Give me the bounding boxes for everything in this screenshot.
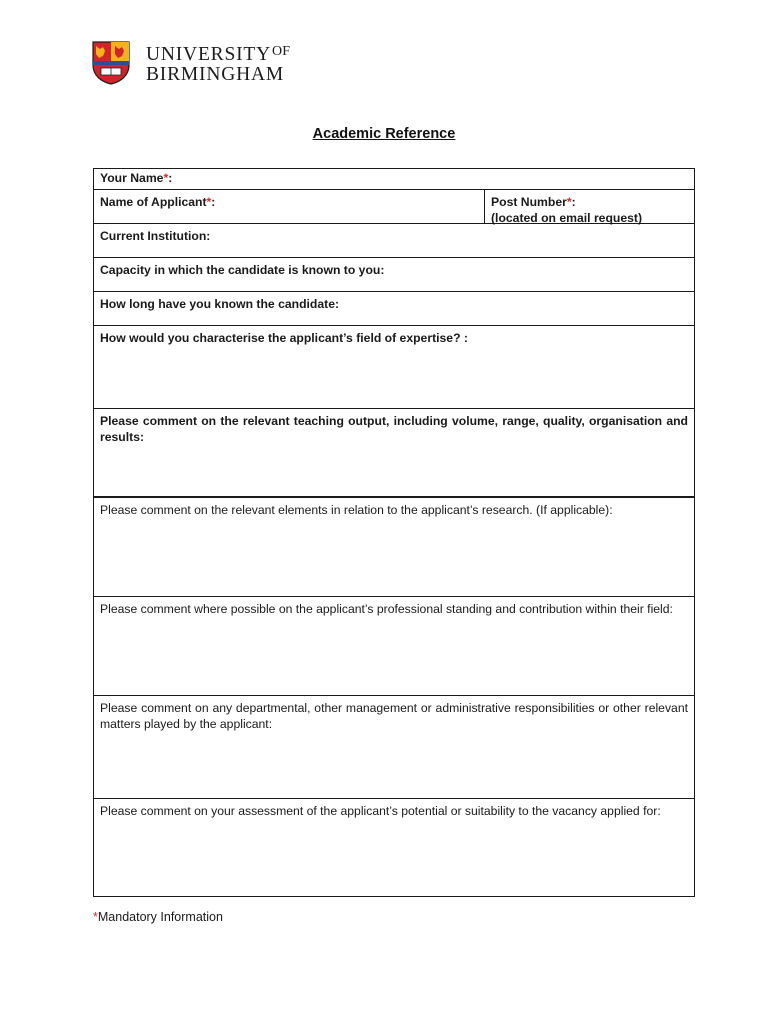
potential-field[interactable] <box>94 798 694 896</box>
reference-form <box>93 168 695 897</box>
logo-university-text: UNIVERSITY <box>146 43 271 65</box>
your-name-field[interactable]: Your Name*: <box>100 171 173 185</box>
research-label: Please comment on the relevant elements in relation to the applicant’s research. (If applicable): <box>100 503 613 517</box>
your-name-label: Your Name <box>100 171 164 185</box>
teaching-output-label: Please comment on the relevant teaching output, including volume, range, quality, organisation and results: <box>100 414 688 444</box>
logo-birmingham-text: BIRMINGHAM <box>146 63 285 85</box>
applicant-name-field[interactable]: Name of Applicant*: <box>94 190 485 223</box>
teaching-output-field[interactable] <box>94 408 694 496</box>
current-institution-field[interactable] <box>94 223 694 257</box>
field-of-expertise-label: How would you characterise the applicant’s field of expertise? : <box>100 331 468 345</box>
logo-of-text: OF <box>272 43 291 59</box>
potential-label: Please comment on your assessment of the applicant’s potential or suitability to the vacancy applied for: <box>100 804 661 818</box>
university-crest-icon <box>92 41 130 85</box>
capacity-field[interactable] <box>94 257 694 291</box>
professional-standing-label: Please comment where possible on the applicant’s professional standing and contribution within their field: <box>100 602 673 616</box>
university-logo <box>92 40 290 86</box>
required-marker: * <box>93 910 98 924</box>
capacity-label: Capacity in which the candidate is known to you: <box>100 263 385 277</box>
applicant-post-row <box>94 189 694 223</box>
responsibilities-label: Please comment on any departmental, other management or administrative responsibilities or other relevant matters played by the applicant: <box>100 701 688 731</box>
required-marker: * <box>163 171 169 185</box>
field-of-expertise-field[interactable] <box>94 325 694 408</box>
mandatory-information-label: Mandatory Information <box>97 910 223 924</box>
how-long-label: How long have you known the candidate: <box>100 297 340 311</box>
required-marker: * <box>206 195 212 209</box>
required-marker: * <box>566 195 572 209</box>
professional-standing-field[interactable] <box>94 596 694 695</box>
responsibilities-field[interactable] <box>94 695 694 798</box>
research-field[interactable] <box>94 496 694 596</box>
post-number-note: (located on email request) <box>491 211 643 225</box>
applicant-name-label: Name of Applicant <box>100 195 207 209</box>
mandatory-information-note <box>93 910 223 924</box>
post-number-field[interactable]: Post Number*: (located on email request) <box>485 190 694 223</box>
how-long-field[interactable] <box>94 291 694 325</box>
post-number-label: Post Number <box>491 195 567 209</box>
current-institution-label: Current Institution: <box>100 229 211 243</box>
document-title: Academic Reference <box>312 126 456 142</box>
